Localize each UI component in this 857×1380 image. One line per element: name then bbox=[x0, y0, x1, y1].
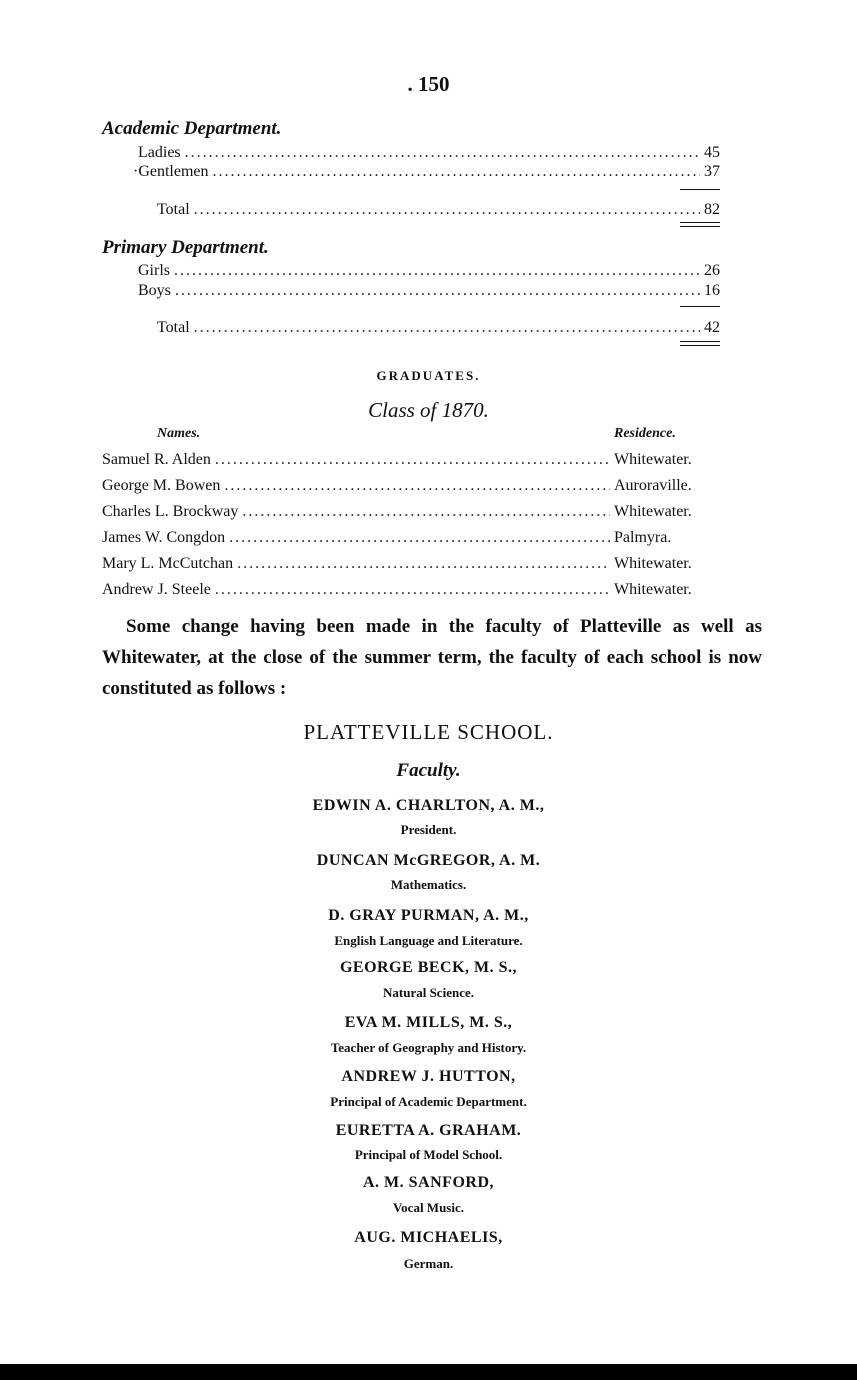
names-column-heading: Names. bbox=[157, 426, 201, 441]
leader-dots bbox=[194, 319, 700, 337]
faculty-role: English Language and Literature. bbox=[334, 933, 523, 948]
graduate-name: Mary L. McCutchan bbox=[102, 555, 234, 572]
class-heading: Class of 1870. bbox=[368, 398, 489, 422]
faculty-name: ANDREW J. HUTTON, bbox=[341, 1068, 516, 1085]
academic-row-ladies bbox=[138, 144, 720, 162]
faculty-role: Principal of Academic Department. bbox=[330, 1094, 527, 1109]
faculty-role: Vocal Music. bbox=[392, 1200, 465, 1215]
row-value: 26 bbox=[704, 262, 720, 279]
sum-rule bbox=[680, 306, 720, 307]
faculty-role: President. bbox=[400, 822, 457, 837]
sum-rule bbox=[680, 189, 720, 190]
row-label: ·Gentlemen bbox=[133, 163, 209, 180]
academic-department-title: Academic Department. bbox=[102, 118, 282, 139]
page-number: . 150 bbox=[407, 72, 450, 96]
graduate-row bbox=[102, 555, 720, 573]
graduate-residence: Whitewater. bbox=[614, 555, 692, 572]
total-double-rule bbox=[680, 222, 720, 227]
faculty-name: EVA M. MILLS, M. S., bbox=[344, 1014, 513, 1031]
row-value: 45 bbox=[704, 144, 720, 161]
row-value: 37 bbox=[704, 163, 720, 180]
faculty-role: Principal of Model School. bbox=[354, 1147, 503, 1162]
faculty-role: Natural Science. bbox=[383, 985, 474, 1000]
leader-dots bbox=[229, 529, 610, 547]
leader-dots bbox=[224, 477, 610, 495]
primary-department-title: Primary Department. bbox=[102, 237, 269, 258]
faculty-name: AUG. MICHAELIS, bbox=[354, 1229, 503, 1246]
total-value: 82 bbox=[704, 201, 720, 218]
row-label: Ladies bbox=[138, 144, 181, 161]
graduate-residence: Whitewater. bbox=[614, 451, 692, 468]
leader-dots bbox=[174, 262, 700, 280]
residence-column-heading: Residence. bbox=[614, 426, 676, 441]
leader-dots bbox=[175, 282, 700, 300]
graduate-residence: Palmyra. bbox=[614, 529, 672, 546]
leader-dots bbox=[242, 503, 610, 521]
leader-dots bbox=[194, 201, 700, 219]
faculty-name: A. M. SANFORD, bbox=[363, 1174, 494, 1191]
leader-dots bbox=[185, 144, 700, 162]
faculty-role: German. bbox=[403, 1256, 454, 1271]
total-label: Total bbox=[157, 319, 190, 336]
total-double-rule bbox=[680, 341, 720, 346]
primary-row-boys bbox=[138, 282, 720, 300]
leader-dots bbox=[215, 451, 610, 469]
paragraph-text: Some change having been made in the faculty of Platteville as well as Whitewater, at the close of the summer term, the faculty of each school is now constituted as follows : bbox=[102, 616, 762, 699]
graduate-row bbox=[102, 477, 720, 495]
row-label: Girls bbox=[138, 262, 170, 279]
academic-row-gentlemen bbox=[133, 163, 720, 181]
faculty-name: D. GRAY PURMAN, A. M., bbox=[328, 907, 529, 924]
graduate-row bbox=[102, 529, 720, 547]
primary-row-girls bbox=[138, 262, 720, 280]
total-value: 42 bbox=[704, 319, 720, 336]
primary-total-row bbox=[157, 319, 720, 337]
graduate-name: George M. Bowen bbox=[102, 477, 221, 494]
faculty-heading: Faculty. bbox=[396, 760, 461, 781]
graduate-name: Andrew J. Steele bbox=[102, 581, 211, 598]
leader-dots bbox=[213, 163, 700, 181]
school-title: PLATTEVILLE SCHOOL. bbox=[303, 720, 554, 744]
graduate-row bbox=[102, 581, 720, 599]
total-label: Total bbox=[157, 201, 190, 218]
faculty-name: DUNCAN McGREGOR, A. M. bbox=[316, 852, 541, 869]
faculty-name: EDWIN A. CHARLTON, A. M., bbox=[312, 797, 545, 814]
faculty-role: Mathematics. bbox=[390, 877, 467, 892]
academic-total-row bbox=[157, 201, 720, 219]
graduate-residence: Whitewater. bbox=[614, 581, 692, 598]
faculty-name: EURETTA A. GRAHAM. bbox=[335, 1122, 522, 1139]
leader-dots bbox=[237, 555, 610, 573]
graduate-name: James W. Congdon bbox=[102, 529, 226, 546]
graduate-name: Samuel R. Alden bbox=[102, 451, 211, 468]
leader-dots bbox=[215, 581, 610, 599]
faculty-role: Teacher of Geography and History. bbox=[330, 1040, 527, 1055]
row-value: 16 bbox=[704, 282, 720, 299]
scan-edge-bar bbox=[0, 1364, 857, 1380]
graduate-residence: Whitewater. bbox=[614, 503, 692, 520]
graduates-heading: GRADUATES. bbox=[376, 368, 481, 383]
graduate-row bbox=[102, 451, 720, 469]
row-label: Boys bbox=[138, 282, 171, 299]
graduate-name: Charles L. Brockway bbox=[102, 503, 239, 520]
graduate-residence: Auroraville. bbox=[614, 477, 692, 494]
faculty-name: GEORGE BECK, M. S., bbox=[339, 959, 518, 976]
graduate-row bbox=[102, 503, 720, 521]
body-paragraph bbox=[102, 611, 762, 704]
